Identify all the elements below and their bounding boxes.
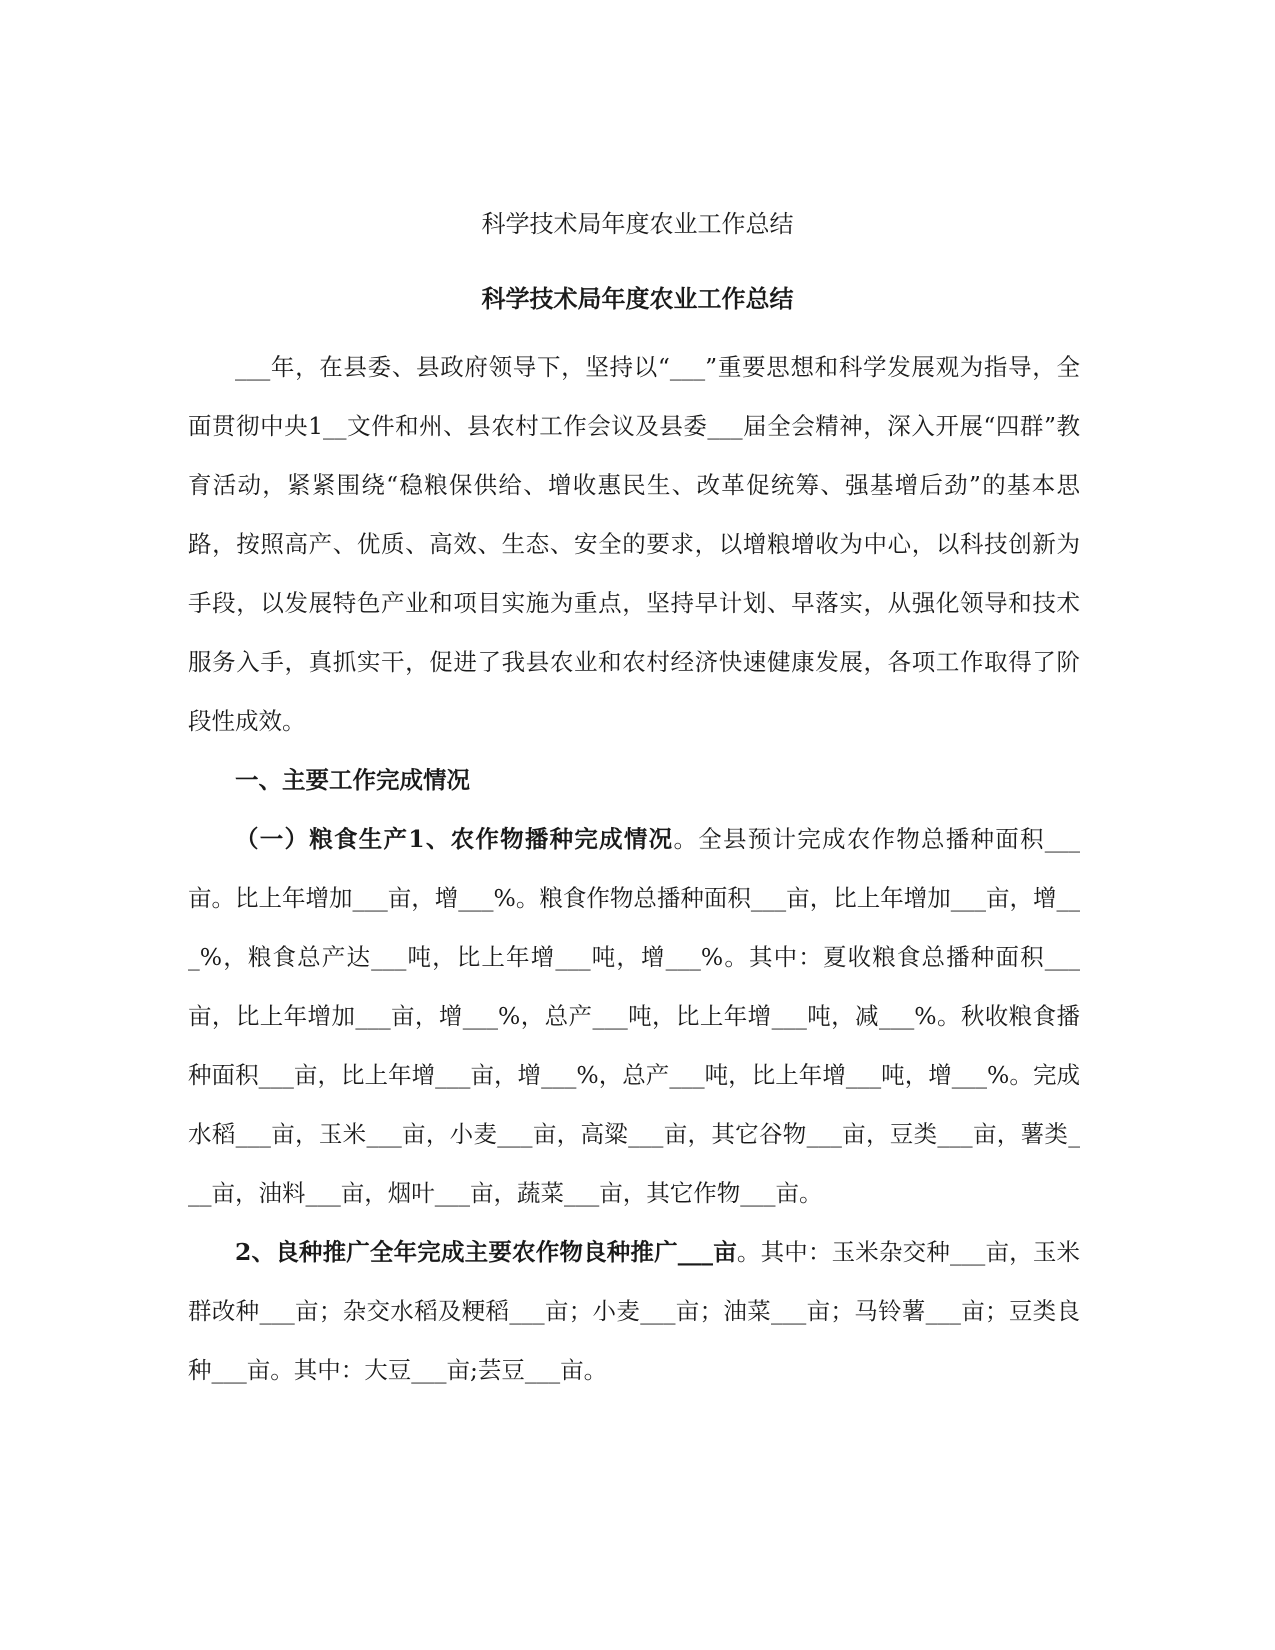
- paragraph-lead: 2、良种推广全年完成主要农作物良种推广___亩: [235, 1238, 737, 1266]
- paragraph-text: 。其中：玉米杂交种___亩，玉米群改种___亩；杂交水稻及粳稻___亩；小麦___亩；油菜___亩；马铃薯___亩；豆类良种___亩。其中：大豆___亩;芸豆___亩。: [188, 1238, 1081, 1384]
- section-title: 一、主要工作完成情况: [235, 766, 470, 794]
- document-heading: 科学技术局年度农业工作总结: [481, 284, 794, 313]
- document-body: [188, 338, 1080, 1400]
- paragraph-seed-promotion: [188, 1223, 1080, 1400]
- intro-paragraph: ___年，在县委、县政府领导下，坚持以“___”重要思想和科学发展观为指导，全面贯彻中央1__文件和州、县农村工作会议及县委___届全会精神，深入开展“四群”教育活动，紧紧围绕“稳粮保供给、增收惠民生、改革促统筹、强基增后劲”的基本思路，按照高产、优质、高效、生态、安全的要求，以增粮增收为中心，以科技创新为手段，以发展特色产业和项目实施为重点，坚持早计划、早落实，从强化领导和技术服务入手，真抓实干，促进了我县农业和农村经济快速健康发展，各项工作取得了阶段性成效。: [188, 353, 1080, 735]
- paragraph-lead: （一）粮食生产1、农作物播种完成情况: [235, 825, 674, 853]
- paragraph-grain-production: [188, 810, 1080, 1223]
- paragraph-text: 。全县预计完成农作物总播种面积___亩。比上年增加___亩，增___%。粮食作物总播种面积___亩，比上年增加___亩，增___%，粮食总产达___吨，比上年增___吨，增___%。其中：夏收粮食总播种面积___亩，比上年增加___亩，增___%，总产___吨，比上年增___吨，减___%。秋收粮食播种面积___亩，比上年增___亩，增___%，总产___吨，比上年增___吨，增___%。完成水稻___亩，玉米___亩，小麦___亩，高粱___亩，其它谷物___亩，豆类___亩，薯类___亩，油料___亩，烟叶___亩，蔬菜___亩，其它作物___亩。: [188, 825, 1081, 1207]
- document-title: 科学技术局年度农业工作总结: [481, 210, 794, 238]
